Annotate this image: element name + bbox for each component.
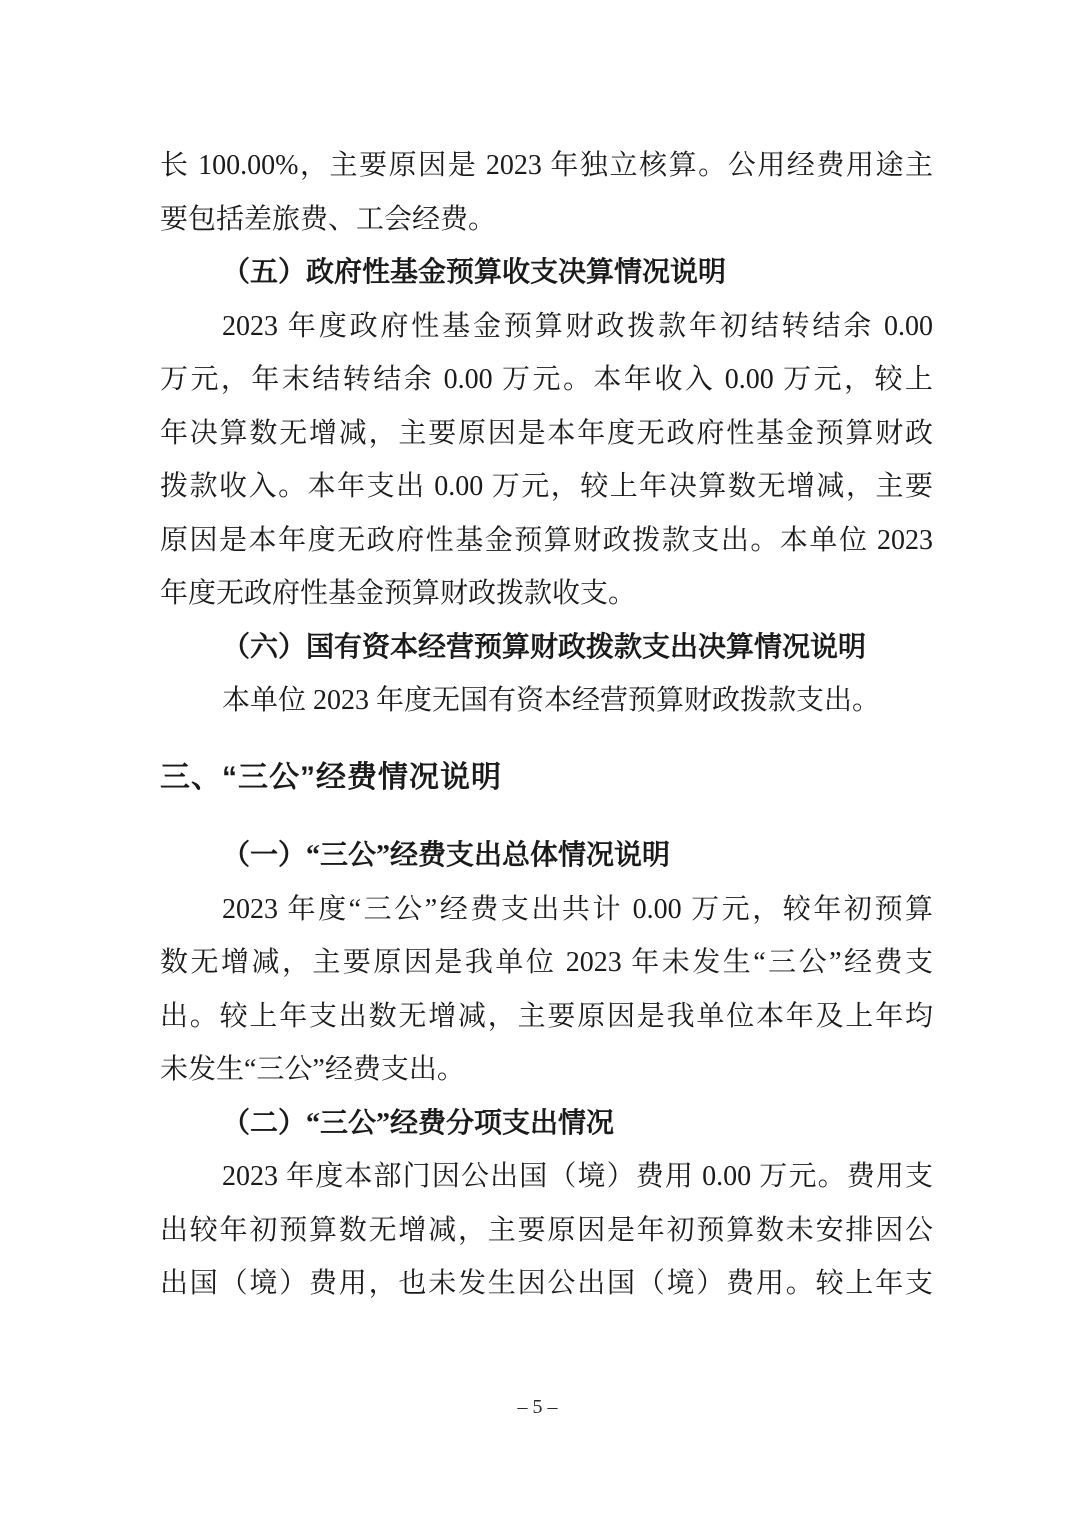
paragraph-line: 出较年初预算数无增减，主要原因是年初预算数未安排因公 xyxy=(160,1214,933,1246)
paragraph-line: 年度无政府性基金预算财政拨款收支。 xyxy=(160,578,637,609)
paragraph-line: 2023 年度政府性基金预算财政拨款年初结转结余 0.00 xyxy=(222,310,933,342)
section-heading-three: 三、“三公”经费情况说明 xyxy=(160,760,502,794)
paragraph-line: 拨款收入。本年支出 0.00 万元，较上年决算数无增减，主要 xyxy=(160,471,933,502)
subsection-heading-five: （五）政府性基金预算收支决算情况说明 xyxy=(222,257,727,288)
paragraph-line: 出。较上年支出数无增减，主要原因是我单位本年及上年均 xyxy=(160,1000,933,1032)
paragraph-line: 未发生“三公”经费支出。 xyxy=(160,1054,465,1085)
paragraph-three-two xyxy=(160,1150,933,1311)
page-footer xyxy=(0,1396,1075,1419)
paragraph-line: 数无增减，主要原因是我单位 2023 年未发生“三公”经费支 xyxy=(160,947,933,978)
paragraph-line: 原因是本年度无政府性基金预算财政拨款支出。本单位 2023 xyxy=(160,524,933,556)
paragraph-line: 万元，年末结转结余 0.00 万元。本年收入 0.00 万元，较上 xyxy=(160,364,933,395)
paragraph-line: 长 100.00%，主要原因是 2023 年独立核算。公用经费用途主 xyxy=(160,150,933,181)
paragraph-line: 2023 年度“三公”经费支出共计 0.00 万元，较年初预算 xyxy=(222,893,933,925)
continued-paragraph xyxy=(160,139,933,246)
paragraph-line: 出国（境）费用，也未发生因公出国（境）费用。较上年支 xyxy=(160,1268,933,1299)
subsection-heading-three-two: （二）“三公”经费分项支出情况 xyxy=(222,1107,615,1139)
document-body xyxy=(160,139,933,1311)
paragraph-three-one xyxy=(160,883,933,1097)
paragraph-line: 本单位 2023 年度无国有资本经营预算财政拨款支出。 xyxy=(222,685,881,716)
paragraph-line: 2023 年度本部门因公出国（境）费用 0.00 万元。费用支 xyxy=(222,1161,933,1192)
paragraph-six xyxy=(160,674,933,728)
paragraph-line: 要包括差旅费、工会经费。 xyxy=(160,203,497,235)
page-number: – 5 – xyxy=(517,1396,558,1418)
subsection-heading-six: （六）国有资本经营预算财政拨款支出决算情况说明 xyxy=(222,631,867,663)
paragraph-line: 年决算数无增减，主要原因是本年度无政府性基金预算财政 xyxy=(160,417,933,449)
subsection-heading-three-one: （一）“三公”经费支出总体情况说明 xyxy=(222,840,671,871)
paragraph-five xyxy=(160,300,933,621)
